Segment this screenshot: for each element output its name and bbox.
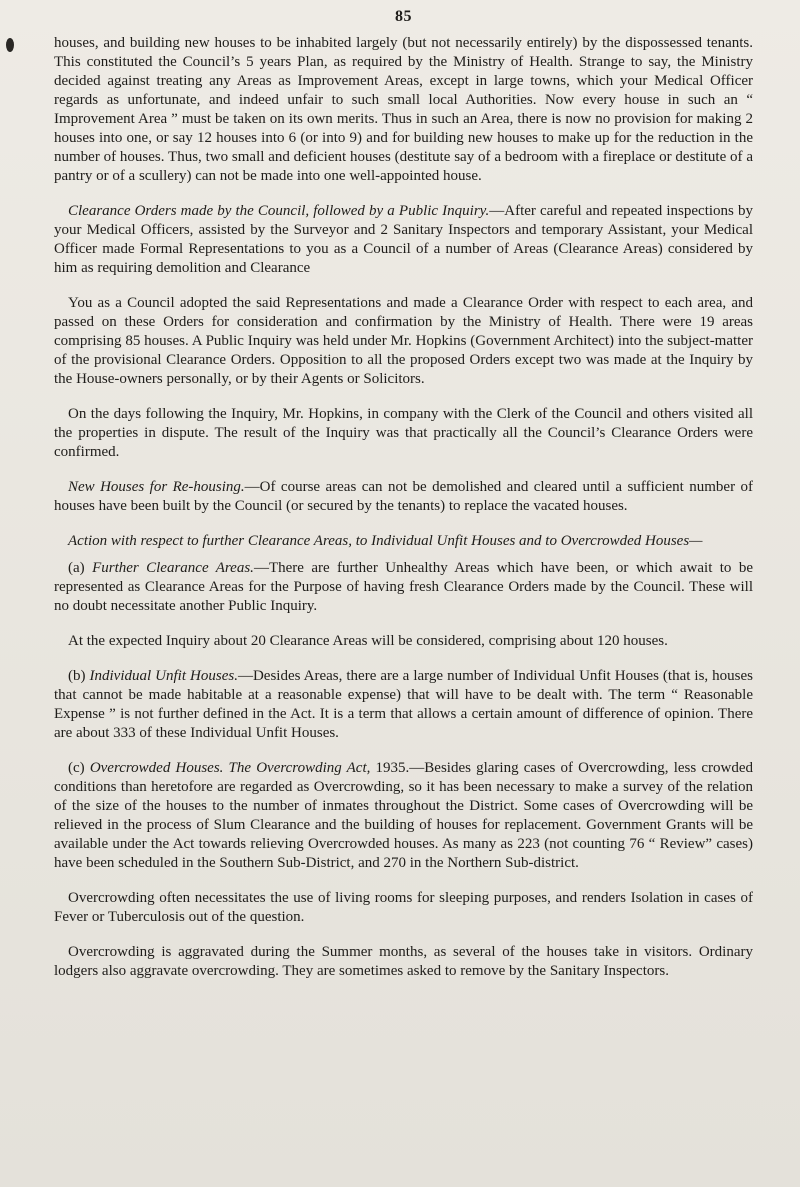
body-new-houses: —Of course areas can not be demolished and cleared until a sufficient number of houses have been built by the Council (or secured by the tenants) to replace the vacated houses. (54, 479, 753, 514)
paragraph-overcrowded-houses (54, 759, 753, 873)
label-c: (c) (68, 760, 90, 776)
paragraph-expected-inquiry: At the expected Inquiry about 20 Clearance Areas will be considered, comprising about 120 houses. (68, 633, 668, 649)
heading-overcrowded-houses: Overcrowded Houses. The Overcrowding Act, (89, 760, 371, 776)
heading-action-text: Action with respect to further Clearance Areas, to Individual Unfit Houses and to Overcrowded Houses— (68, 533, 703, 549)
body-further-clearance: —There are further Unhealthy Areas which have been, or which await to be represented as Clearance Areas for the Purpose of having fresh Clearance Orders made by the Council. These will no doubt necessitate another Public Inquiry. (54, 560, 753, 614)
body-clearance-orders: —After careful and repeated inspections by your Medical Officers, assisted by the Surveyor and 2 Sanitary Inspectors and temporary Assistant, your Medical Officer made Formal Representations to you as a Council of a number of Areas (Clearance Areas) considered by him as requiring demolition and Clearance (54, 203, 753, 276)
paragraph-inquiry-result: On the days following the Inquiry, Mr. Hopkins, in company with the Clerk of the Council and others visited all the properties in dispute. The result of the Inquiry was that practically all the Council’s Clearance Orders were confirmed. (54, 406, 753, 460)
paragraph-council-adopted: You as a Council adopted the said Representations and made a Clearance Order with respect to each area, and passed on these Orders for consideration and confirmation by the Ministry of Health. There were 19 areas comprising 85 houses. A Public Inquiry was held under Mr. Hopkins (Government Architect) into the subject-matter of the provisional Clearance Orders. Opposition to all the proposed Orders except two was made at the Inquiry by the House-owners personally, or by their Agents or Solicitors. (54, 295, 753, 387)
heading-further-clearance: Further Clearance Areas. (92, 560, 254, 576)
heading-new-houses: New Houses for Re-housing. (68, 479, 245, 495)
body-overcrowded-houses: 1935.—Besides glaring cases of Overcrowding, less crowded conditions than heretofore are regarded as Overcrowding, so it has been necessary to make a survey of the relation of the size of the houses to the number of inmates throughout the District. Some cases of Overcrowding will be relieved in the process of Slum Clearance and the building of houses for replacement. Government Grants will be available under the Act towards relieving Overcrowded houses. As many as 223 (not counting 76 “ Review” cases) have been scheduled in the Southern Sub-District, and 270 in the Northern Sub-district. (54, 760, 754, 871)
label-a: (a) (68, 560, 93, 576)
paragraph-five-year-plan: houses, and building new houses to be inhabited largely (but not necessarily entirely) by the dispossessed tenants. This constituted the Council’s 5 years Plan, as required by the Ministry of Health. Strange to say, the Ministry decided against treating any Areas as Improvement Areas, except in large towns, which your Medical Officer regards as unfortunate, and indeed unfair to such small local Authorities. Now every house in such an “ Improvement Area ” must be taken on its own merits. Thus in such an Area, there is now no provision for making 2 houses into one, or say 12 houses into 6 (or into 9) and for building new houses to make up for the reduction in the number of houses. Thus, two small and deficient houses (destitute say of a bedroom with a fireplace or destitute of a pantry or of a scullery) can not be made into one well-appointed house. (54, 35, 753, 184)
paragraph-living-rooms: Overcrowding often necessitates the use of living rooms for sleeping purposes, and renders Isolation in cases of Fever or Tuberculosis out of the question. (54, 890, 753, 925)
ink-mark (6, 38, 14, 52)
paragraph-unfit-houses (54, 667, 753, 743)
heading-unfit-houses: Individual Unfit Houses. (89, 668, 238, 684)
heading-action (54, 532, 753, 551)
page-number: 85 (395, 8, 412, 25)
label-b: (b) (68, 668, 90, 684)
paragraph-clearance-orders (54, 202, 753, 278)
body-unfit-houses: —Desides Areas, there are a large number of Individual Unfit Houses (that is, houses that cannot be made habitable at a reasonable expense) that will have to be dealt with. The term “ Reasonable Expense ” is not further defined in the Act. It is a term that allows a certain amount of difference of opinion. There are about 333 of these Individual Unfit Houses. (54, 668, 754, 741)
paragraph-new-houses (54, 478, 753, 516)
paragraph-summer-months: Overcrowding is aggravated during the Summer months, as several of the houses take in visitors. Ordinary lodgers also aggravate overcrowding. They are sometimes asked to remove by the Sanitary Inspectors. (54, 944, 753, 979)
paragraph-further-clearance (54, 559, 753, 616)
heading-clearance-orders: Clearance Orders made by the Council, followed by a Public Inquiry. (68, 203, 490, 219)
